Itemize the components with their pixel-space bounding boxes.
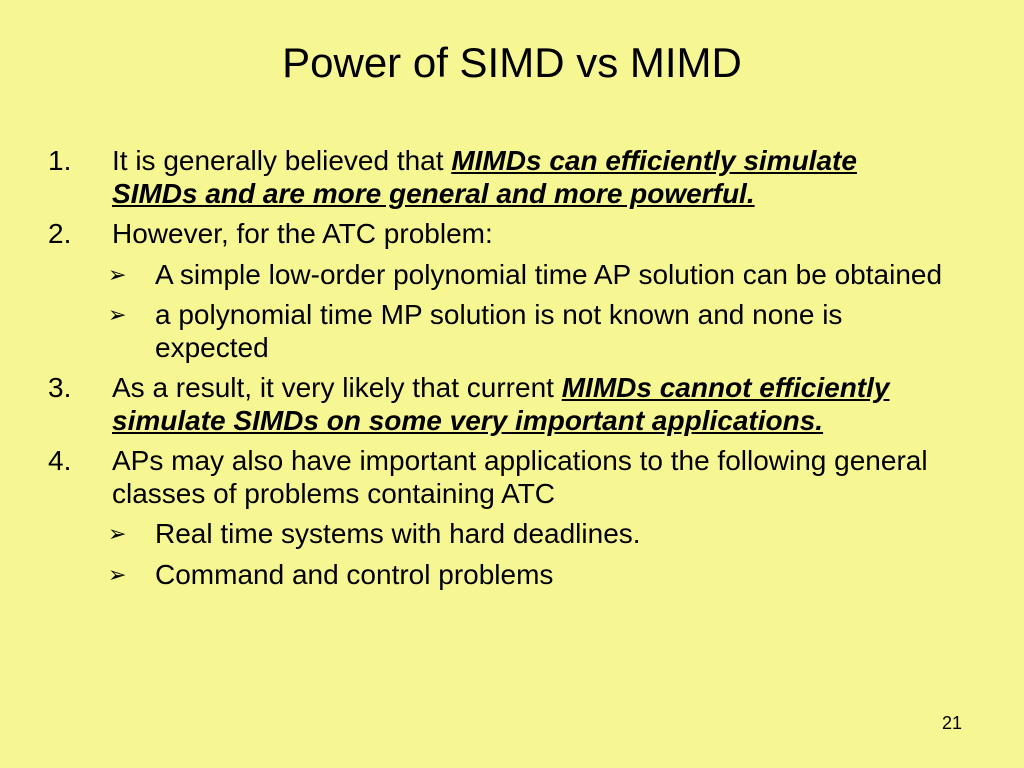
arrow-bullet-icon: ➢ bbox=[108, 302, 127, 327]
sub-item bbox=[48, 259, 948, 292]
list-item-1 bbox=[48, 145, 948, 210]
arrow-bullet-icon: ➢ bbox=[108, 521, 127, 546]
item-emphasis: MIMDs cannot efficiently simulate SIMDs on some very important applications. bbox=[112, 372, 890, 436]
slide-content bbox=[48, 145, 948, 599]
item-text: It is generally believed that bbox=[112, 145, 452, 176]
item-text: As a result, it very likely that current bbox=[112, 372, 562, 403]
sub-item bbox=[48, 518, 948, 551]
sub-item-text: A simple low-order polynomial time AP solution can be obtained bbox=[155, 258, 943, 290]
item-number: 3. bbox=[48, 372, 72, 403]
list-item-3 bbox=[48, 372, 948, 437]
list-item-2 bbox=[48, 218, 948, 251]
sub-item bbox=[48, 299, 948, 364]
sub-item-text: Command and control problems bbox=[155, 558, 554, 590]
page-number: 21 bbox=[941, 713, 962, 733]
sub-item-text: a polynomial time MP solution is not known and none is expected bbox=[155, 299, 843, 363]
slide-title: Power of SIMD vs MIMD bbox=[282, 39, 742, 86]
arrow-bullet-icon: ➢ bbox=[108, 261, 127, 287]
item-number: 1. bbox=[48, 145, 72, 176]
item-text: However, for the ATC problem: bbox=[112, 218, 493, 249]
arrow-bullet-icon: ➢ bbox=[108, 561, 127, 587]
list-item-4 bbox=[48, 445, 948, 510]
item-number: 2. bbox=[48, 218, 72, 249]
item-emphasis: MIMDs can efficiently simulate SIMDs and are more general and more powerful. bbox=[112, 145, 857, 209]
sub-item bbox=[48, 559, 948, 592]
sub-item-text: Real time systems with hard deadlines. bbox=[155, 518, 641, 549]
item-number: 4. bbox=[48, 445, 72, 476]
item-text: APs may also have important applications to the following general classes of problems containing ATC bbox=[112, 445, 928, 509]
